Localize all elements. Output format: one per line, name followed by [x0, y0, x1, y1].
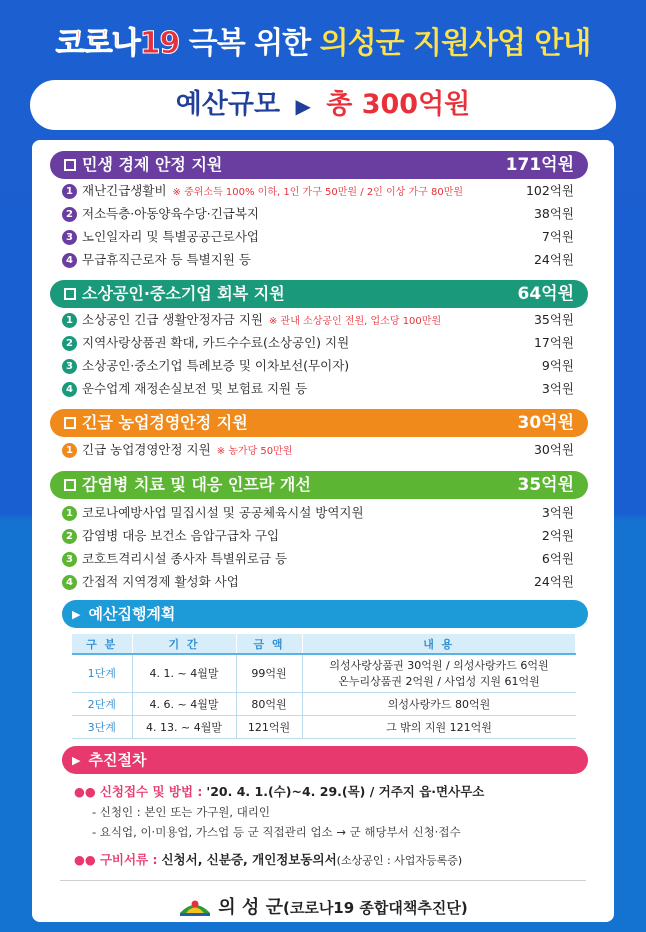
item-value: 24억원 [533, 574, 574, 589]
triangle-icon: ▶ [72, 754, 81, 767]
footer [0, 893, 646, 922]
org-dept: (코로나19 종합대책추진단) [282, 899, 468, 917]
item-value: 35억원 [533, 312, 574, 327]
item-value: 102억원 [525, 183, 574, 198]
number-icon: 1 [62, 506, 77, 521]
item-text: 노인일자리 및 특별공공근로사업 [82, 229, 259, 244]
docs-note: (소상공인 : 사업자등록증) [336, 854, 463, 867]
item-value: 17억원 [533, 335, 574, 350]
budget-arrow-icon: ▶ [295, 94, 311, 118]
apply-label: 신청접수 및 방법 : [99, 784, 203, 799]
page-title [0, 18, 646, 62]
list-item [62, 525, 574, 547]
column-header: 구 분 [72, 634, 132, 654]
title-part2: 극복 위한 [188, 26, 311, 61]
plan-title: 예산집행계획 [88, 605, 176, 623]
item-value: 3억원 [541, 381, 574, 396]
number-icon: 1 [62, 313, 77, 328]
number-icon: 2 [62, 529, 77, 544]
divider [60, 880, 586, 881]
number-icon: 4 [62, 382, 77, 397]
org-name: 의 성 군 [218, 897, 283, 918]
item-text: 코로나예방사업 밀집시설 및 공공체육시설 방역지원 [82, 505, 364, 520]
item-value: 3억원 [541, 505, 574, 520]
list-item [62, 309, 574, 331]
item-note: ※ 관내 소상공인 전원, 업소당 100만원 [268, 316, 442, 327]
cell-amount: 80억원 [236, 692, 302, 715]
content-line: 온누리상품권 2억원 / 사업성 지원 61억원 [338, 675, 540, 689]
square-icon [64, 479, 76, 491]
section-bar-business [50, 280, 588, 308]
list-item [62, 502, 574, 524]
plan-header-bar [62, 600, 588, 628]
item-note: ※ 중위소득 100% 이하, 1인 가구 50만원 / 2인 이상 가구 80만원 [172, 187, 464, 198]
table-header-row [72, 634, 576, 654]
item-value: 9억원 [541, 358, 574, 373]
apply-line [74, 782, 484, 800]
number-icon: 1 [62, 443, 77, 458]
docs-line [74, 850, 462, 868]
cell-stage: 2단계 [72, 692, 132, 715]
plan-table [72, 634, 576, 739]
section-amount: 30억원 [517, 413, 574, 433]
number-icon: 4 [62, 253, 77, 268]
list-item [62, 249, 574, 271]
list-item [62, 180, 574, 202]
item-text: 감염병 대응 보건소 음압구급차 구입 [82, 528, 280, 543]
cell-content: 의성사랑카드 80억원 [302, 692, 576, 715]
list-item [62, 332, 574, 354]
number-icon: 1 [62, 184, 77, 199]
section-title: 소상공인·중소기업 회복 지원 [82, 284, 285, 303]
list-item [62, 203, 574, 225]
cell-amount: 99억원 [236, 654, 302, 692]
number-icon: 2 [62, 336, 77, 351]
cell-period: 4. 13. ~ 4월말 [132, 715, 236, 738]
item-text: 소상공인·중소기업 특례보증 및 이차보선(무이자) [82, 358, 350, 373]
cell-period: 4. 1. ~ 4월말 [132, 654, 236, 692]
list-item [62, 548, 574, 570]
business-note: - 요식업, 이·미용업, 가스업 등 군 직접관리 업소 → 군 해당부서 신청·접수 [92, 825, 461, 839]
column-header: 내 용 [302, 634, 576, 654]
item-text: 무급휴직근로자 등 특별지원 등 [82, 252, 251, 267]
item-note: ※ 농가당 50만원 [216, 446, 293, 457]
item-text: 긴급 농업경영안정 지원 [82, 442, 211, 457]
item-text: 저소득층·아동양육수당·긴급복지 [82, 206, 259, 221]
item-value: 7억원 [541, 229, 574, 244]
column-header: 기 간 [132, 634, 236, 654]
budget-total: 총 300억원 [326, 89, 471, 120]
section-amount: 171억원 [505, 155, 574, 175]
procedure-title: 추진절차 [88, 751, 147, 769]
section-bar-agriculture [50, 409, 588, 437]
list-item [62, 378, 574, 400]
budget-label: 예산규모 [175, 89, 281, 120]
table-row [72, 715, 576, 738]
apply-value: '20. 4. 1.(수)~4. 29.(목) / 거주지 읍·면사무소 [206, 784, 485, 799]
number-icon: 3 [62, 359, 77, 374]
list-item [62, 226, 574, 248]
number-icon: 2 [62, 207, 77, 222]
section-title: 감염병 치료 및 대응 인프라 개선 [82, 475, 311, 494]
section-title: 긴급 농업경영안정 지원 [82, 413, 248, 432]
item-text: 소상공인 긴급 생활안정자금 지원 [82, 312, 263, 327]
section-amount: 64억원 [517, 284, 574, 304]
item-value: 30억원 [533, 442, 574, 457]
triangle-icon: ▶ [72, 608, 81, 621]
content-line: 의성사랑상품권 30억원 / 의성사랑카드 6억원 [329, 659, 549, 673]
item-text: 운수업계 재정손실보전 및 보험료 지원 등 [82, 381, 308, 396]
bullet-icon: ●● [74, 784, 96, 799]
title-part3: 의성군 지원사업 안내 [319, 26, 591, 61]
section-bar-infection [50, 471, 588, 499]
cell-stage: 3단계 [72, 715, 132, 738]
cell-content [302, 654, 576, 692]
title-part1: 코로나19 [55, 26, 180, 61]
item-value: 38억원 [533, 206, 574, 221]
square-icon [64, 417, 76, 429]
bullet-icon: ●● [74, 852, 96, 867]
list-item [62, 355, 574, 377]
item-value: 6억원 [541, 551, 574, 566]
number-icon: 3 [62, 552, 77, 567]
cell-stage: 1단계 [72, 654, 132, 692]
cell-content: 그 밖의 지원 121억원 [302, 715, 576, 738]
table-row [72, 654, 576, 692]
number-icon: 3 [62, 230, 77, 245]
section-bar-livelihood [50, 151, 588, 179]
county-logo-icon [178, 895, 212, 922]
number-icon: 4 [62, 575, 77, 590]
docs-label: 구비서류 : [99, 852, 158, 867]
list-item [62, 571, 574, 593]
section-amount: 35억원 [517, 475, 574, 495]
docs-value: 신청서, 신분증, 개인정보동의서 [161, 852, 337, 867]
section-title: 민생 경제 안정 지원 [82, 155, 223, 174]
item-text: 지역사랑상품권 확대, 카드수수료(소상공인) 지원 [82, 335, 350, 350]
table-row [72, 692, 576, 715]
cell-period: 4. 6. ~ 4월말 [132, 692, 236, 715]
item-value: 2억원 [541, 528, 574, 543]
cell-amount: 121억원 [236, 715, 302, 738]
item-text: 간접적 지역경제 활성화 사업 [82, 574, 239, 589]
square-icon [64, 159, 76, 171]
item-text: 재난긴급생활비 [82, 183, 167, 198]
procedure-header-bar [62, 746, 588, 774]
column-header: 금 액 [236, 634, 302, 654]
item-value: 24억원 [533, 252, 574, 267]
square-icon [64, 288, 76, 300]
budget-banner [30, 80, 616, 130]
list-item [62, 439, 574, 461]
applicant-note: - 신청인 : 본인 또는 가구원, 대리인 [92, 805, 271, 819]
item-text: 코호트격리시설 종사자 특별위로금 등 [82, 551, 288, 566]
